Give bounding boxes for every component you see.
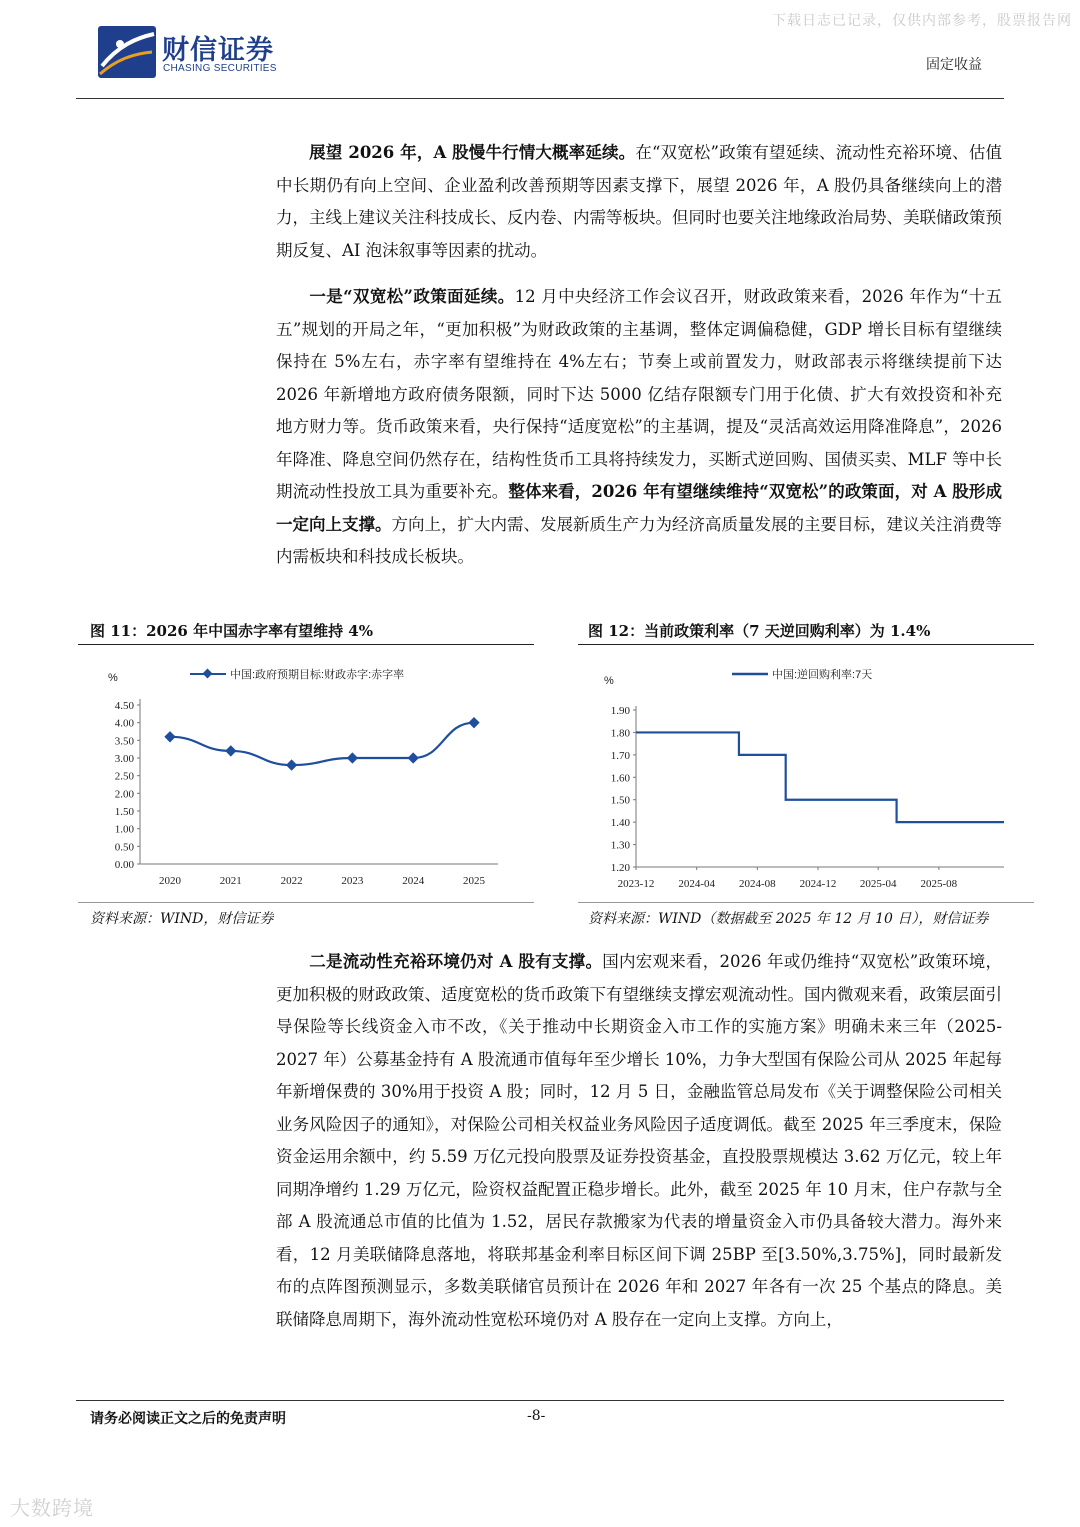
y-tick-label: 1.20 (610, 862, 630, 874)
y-tick-label: 1.60 (610, 772, 630, 785)
y-tick-label: 2.50 (114, 770, 134, 783)
paragraph-lead: 一是“双宽松”政策面延续。 (309, 287, 515, 306)
paragraph-body: 方向上，扩大内需、发展新质生产力为经济高质量发展的主要目标，建议关注消费等内需板块和科技成长板块。 (276, 514, 1002, 566)
figure-11-rule (78, 644, 534, 645)
y-tick-label: 0.50 (114, 841, 134, 854)
figure-12-title: 图 12：当前政策利率（7 天逆回购利率）为 1.4% (588, 622, 931, 640)
paragraph-lead: 二是流动性充裕环境仍对 A 股有支撑。 (309, 952, 603, 971)
company-logo (98, 26, 298, 82)
header-divider (76, 98, 1004, 99)
data-point (164, 731, 175, 742)
paragraph-liquidity (276, 946, 1002, 1336)
deficit-rate-chart (78, 650, 534, 902)
figure-12-rule (578, 644, 1034, 645)
bottom-watermark: 大数跨境 (10, 1496, 94, 1520)
x-tick-label: 2024-04 (678, 878, 716, 890)
figure-11-chart (78, 650, 534, 903)
y-tick-label: 3.50 (114, 735, 134, 748)
brand-name-en: CHASING SECURITIES (163, 63, 277, 74)
x-tick-label: 2024-08 (739, 878, 776, 890)
x-tick-label: 2024-12 (799, 878, 837, 890)
series-line (170, 723, 474, 765)
footer-disclaimer: 请务必阅读正文之后的免责声明 (90, 1411, 286, 1427)
paragraph-emphasis: 整体来看，2026 年有望继续维持“双宽松”的政策面，对 A 股形成一定向上支撑。 (276, 482, 1002, 534)
paragraph-lead: 展望 2026 年，A 股慢牛行情大概率延续。 (309, 143, 636, 162)
paragraph-body: 国内宏观来看，2026 年或仍维持“双宽松”政策环境，更加积极的财政政策、适度宽松的货币政策下有望继续支撑宏观流动性。国内微观来看，政策层面引导保险等长线资金入市不改，《关于推动中长期资金入市工作的实施方案》明确未来三年（2025-2027 年）公募基金持有 A 股流通市值每年至少增长 10%，力争大型国有保险公司从 2025 年起每年新增保费的 30%用于投资 A 股；同时，12 月 5 日，金融监管总局发布《关于调整保险公司相关业务风险因子的通知》，对保险公司相关权益业务风险因子适度调低。截至 2025 年三季度末，保险资金运用余额中，约 5.59 万亿元投向股票及证券投资基金，直投股票规模达 3.62 万亿元，较上年同期净增约 1.29 万亿元，险资权益配置正稳步增长。此外，截至 2025 年 10 月末，住户存款与全部 A 股流通总市值的比值为 1.52，居民存款搬家为代表的增量资金入市仍具备较大潜力。海外来看，12 月美联储降息落地，将联邦基金利率目标区间下调 25BP 至[3.50%,3.75%]，同时最新发布的点阵图预测显示，多数美联储官员预计在 2026 年和 2027 年各有一次 25 个基点的降息。美联储降息周期下，海外流动性宽松环境仍对 A 股存在一定向上支撑。方向上， (276, 952, 1002, 1329)
y-tick-label: 1.70 (610, 749, 630, 762)
figure-12-source: 资料来源：WIND（数据截至 2025 年 12 月 10 日），财信证券 (588, 911, 989, 927)
data-point (468, 717, 479, 728)
footer-divider (76, 1400, 1004, 1401)
x-tick-label: 2023 (341, 875, 364, 887)
data-point (225, 745, 236, 756)
paragraph-body: 在“双宽松”政策有望延续、流动性充裕环境、估值中长期仍有向上空间、企业盈利改善预期等因素支撑下，展望 2026 年，A 股仍具备继续向上的潜力，主线上建议关注科技成长、反内卷、内需等板块。但同时也要关注地缘政治局势、美联储政策预期反复、AI 泡沫叙事等因素的扰动。 (276, 143, 1002, 260)
y-tick-label: 4.50 (114, 700, 134, 712)
legend-label: 中国:政府预期目标:财政赤字:赤字率 (230, 669, 405, 681)
figure-11-source: 资料来源：WIND，财信证券 (90, 911, 274, 927)
figure-11-title: 图 11：2026 年中国赤字率有望维持 4% (90, 622, 373, 640)
data-point (408, 752, 419, 763)
legend-label: 中国:逆回购利率:7天 (772, 669, 873, 681)
y-tick-label: 1.30 (610, 839, 630, 852)
page-number: -8- (527, 1408, 546, 1424)
x-tick-label: 2025-04 (859, 878, 897, 890)
data-point (347, 752, 358, 763)
section-label: 固定收益 (926, 57, 982, 73)
series-step-line (636, 732, 1004, 822)
watermark-text: 下载日志已记录，仅供内部参考，股票报告网 (772, 13, 1072, 29)
logo-mark-icon (98, 26, 156, 78)
y-tick-label: 4.00 (114, 717, 134, 730)
x-tick-label: 2022 (280, 875, 303, 887)
x-tick-label: 2023-12 (617, 878, 655, 890)
x-tick-label: 2025 (463, 875, 485, 887)
paragraph-outlook (276, 137, 1002, 267)
paragraph-policy (276, 281, 1002, 574)
y-tick-label: 2.00 (114, 788, 134, 801)
x-tick-label: 2021 (219, 875, 242, 887)
legend-marker (203, 669, 213, 679)
repo-rate-chart (578, 650, 1034, 902)
paragraph-body: 12 月中央经济工作会议召开，财政政策来看，2026 年作为“十五五”规划的开局之年，“更加积极”为财政政策的主基调，整体定调偏稳健，GDP 增长目标有望继续保持在 5%左右，赤字率有望维持在 4%左右；节奏上或前置发力，财政部表示将继续提前下达 2026 年新增地方政府债务限额，同时下达 5000 亿结存限额专门用于化债、扩大有效投资和补充地方财力等。货币政策来看，央行保持“适度宽松”的主基调，提及“灵活高效运用降准降息”，2026 年降准、降息空间仍然存在，结构性货币工具将持续发力，买断式逆回购、国债买卖、MLF 等中长期流动性投放工具为重要补充。 (276, 287, 1002, 501)
y-unit-label: % (604, 675, 614, 687)
y-unit-label: % (108, 672, 118, 684)
y-tick-label: 0.00 (114, 859, 134, 871)
x-tick-label: 2024 (402, 875, 425, 887)
data-point (286, 759, 297, 770)
x-tick-label: 2025-08 (920, 878, 958, 890)
brand-name-cn: 财信证券 (162, 35, 274, 66)
y-tick-label: 1.50 (114, 806, 134, 818)
figure-12-chart (578, 650, 1034, 903)
y-tick-label: 1.90 (610, 705, 630, 717)
y-tick-label: 1.40 (610, 817, 630, 830)
x-tick-label: 2020 (159, 875, 181, 887)
y-tick-label: 1.50 (610, 794, 630, 807)
y-tick-label: 1.00 (114, 823, 134, 836)
y-tick-label: 1.80 (610, 727, 630, 740)
y-tick-label: 3.00 (114, 753, 134, 765)
